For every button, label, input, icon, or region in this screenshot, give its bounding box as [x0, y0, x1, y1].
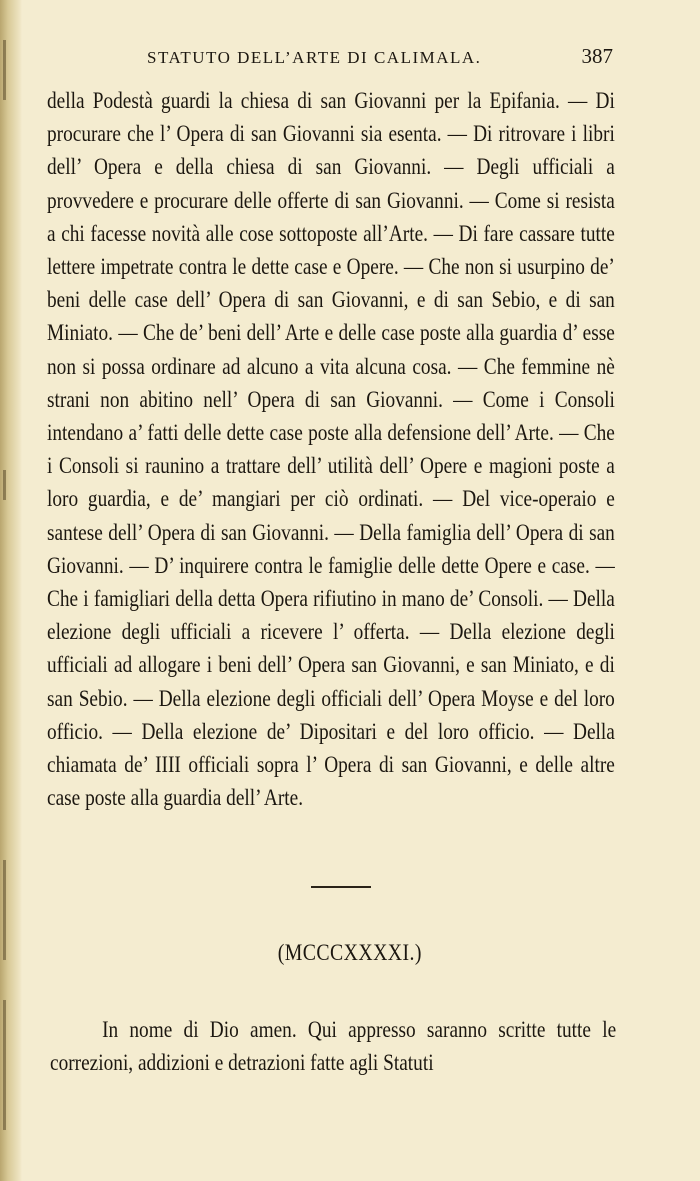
next-paragraph: In nome di Dio amen. Qui appresso saranno scritte tutte le correzioni, addizioni e detrazioni fatte agli Statuti — [50, 1017, 617, 1075]
section-divider — [311, 886, 371, 888]
spine-mark — [3, 1000, 6, 1130]
spine-mark — [3, 40, 6, 100]
main-paragraph: della Podestà guardi la chiesa di san Giovanni per la Epifania. — Di procurare che l’ Opera di san Giovanni sia esenta. — Di ritrovare i libri dell’ Opera e della chiesa di san Giovanni. — Degli ufficiali a provvedere e procurare delle offerte di san Giovanni. — Come si resista a chi facesse novità alle cose sottoposte all’Arte. — Di fare cassare tutte lettere impetrate contra le dette case e Opere. — Che non si usurpino de’ beni delle case dell’ Opera di san Giovanni, e di san Sebio, e di san Miniato. — Che de’ beni dell’ Arte e delle case poste alla guardia d’ esse non si possa ordinare ad alcuno a vita alcuna cosa. — Che femmine nè strani non abitino nell’ Opera di san Giovanni. — Come i Consoli intendano a’ fatti delle dette case poste alla defensione dell’ Arte. — Che i Consoli si raunino a trattare dell’ utilità dell’ Opere e magioni poste a loro guardia, e de’ mangiari per ciò ordinati. — Del vice-operaio e santese dell’ Opera di san Giovanni. — Della famiglia dell’ Opera di san Giovanni. — D’ inquirere contra le famiglie delle dette Opere e case. — Che i famigliari della detta Opera rifiutino in mano de’ Consoli. — Della elezione degli ufficiali a ricevere l’ offerta. — Della elezione degli ufficiali ad allogare i beni dell’ Opera san Giovanni, e san Miniato, e di san Sebio. — Della elezione degli officiali dell’ Opera Moyse e del loro officio. — Della elezione de’ Dipositari e del loro officio. — Della chiamata de’ IIII officiali sopra l’ Opera di san Giovanni, e delle altre case poste alla guardia dell’ Arte. — [47, 88, 615, 811]
running-title: STATUTO DELL’ARTE DI CALIMALA. — [147, 48, 482, 67]
running-head — [47, 40, 615, 74]
section-heading-text: (MCCCXXXXI.) — [277, 940, 423, 965]
page-number: 387 — [581, 44, 613, 68]
section-heading — [0, 940, 700, 966]
spine-mark — [3, 470, 6, 500]
page-content — [47, 40, 615, 814]
